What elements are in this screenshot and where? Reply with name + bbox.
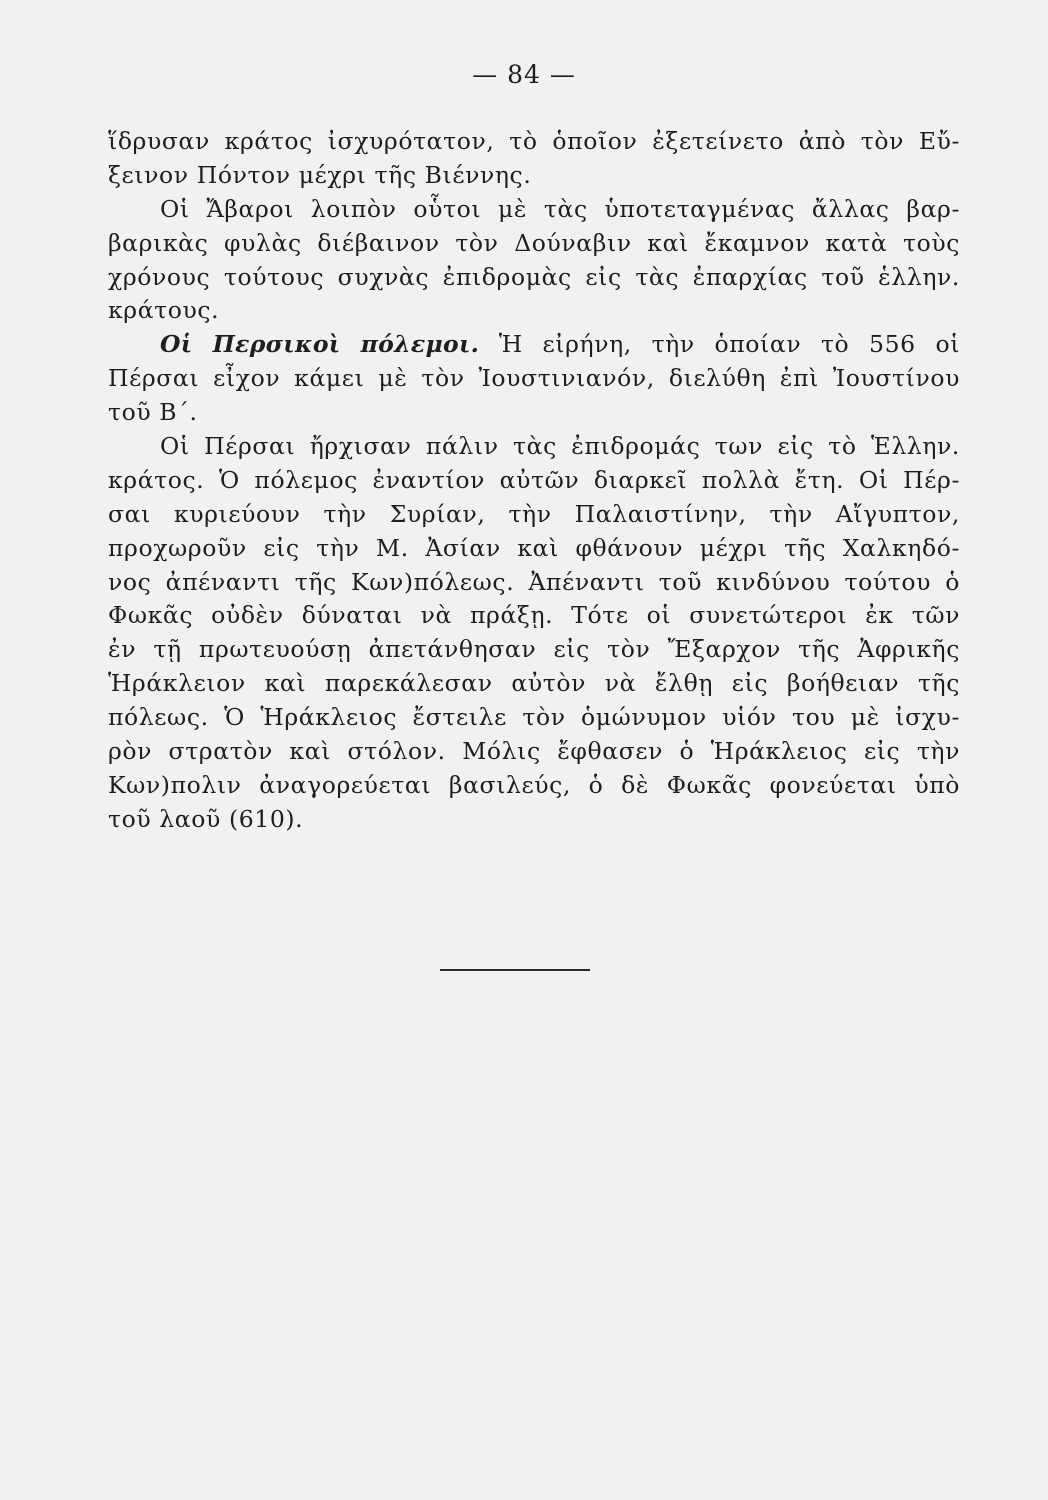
- section-heading: Οἱ Περσικοὶ πόλεμοι.: [160, 330, 480, 359]
- text-line: Οἱ Ἄβαροι λοιπὸν οὗτοι μὲ τὰς ὑποτεταγμένας ἄλλας βαρ-: [160, 194, 960, 223]
- section-heading-rest: Ἡ εἰρήνη, τὴν ὁποίαν τὸ 556 οἱ: [479, 330, 960, 359]
- text-line: Κων)πολιν ἀναγορεύεται βασιλεύς, ὁ δὲ Φωκᾶς φονεύεται ὑπὸ: [108, 770, 960, 799]
- text-line: προχωροῦν εἰς τὴν Μ. Ἀσίαν καὶ φθάνουν μέχρι τῆς Χαλκηδό-: [108, 533, 960, 562]
- text-line: κράτος. Ὁ πόλεμος ἐναντίον αὐτῶν διαρκεῖ πολλὰ ἔτη. Οἱ Πέρ-: [108, 465, 960, 494]
- text-line: χρόνους τούτους συχνὰς ἐπιδρομὰς εἰς τὰς ἐπαρχίας τοῦ ἑλλην.: [108, 262, 960, 291]
- end-rule-divider: [440, 969, 590, 971]
- text-line: ἵδρυσαν κράτος ἰσχυρότατον, τὸ ὁποῖον ἐξετείνετο ἀπὸ τὸν Εὔ-: [108, 127, 960, 155]
- text-line: Οἱ Πέρσαι ἤρχισαν πάλιν τὰς ἐπιδρομάς των εἰς τὸ Ἑλλην.: [160, 432, 960, 461]
- page-number: — 84 —: [472, 60, 576, 89]
- text-line: Ἡράκλειον καὶ παρεκάλεσαν αὐτὸν νὰ ἔλθῃ εἰς βοήθειαν τῆς: [108, 669, 960, 698]
- text-line: ἐν τῇ πρωτευούσῃ ἀπετάνθησαν εἰς τὸν Ἔξαρχον τῆς Ἀφρικῆς: [108, 635, 960, 664]
- text-line: ρὸν στρατὸν καὶ στόλον. Μόλις ἔφθασεν ὁ Ἡράκλειος εἰς τὴν: [108, 737, 960, 766]
- text-line: πόλεως. Ὁ Ἡράκλειος ἔστειλε τὸν ὁμώνυμον υἱόν του μὲ ἰσχυ-: [108, 703, 960, 732]
- text-line: νος ἀπέναντι τῆς Κων)πόλεως. Ἀπέναντι τοῦ κινδύνου τούτου ὁ: [108, 567, 960, 596]
- text-line: σαι κυριεύουν τὴν Συρίαν, τὴν Παλαιστίνην, τὴν Αἴγυπτον,: [108, 499, 960, 528]
- text-line: τοῦ λαοῦ (610).: [108, 804, 304, 833]
- text-line: τοῦ Β΄.: [108, 398, 198, 427]
- text-line: Φωκᾶς οὐδὲν δύναται νὰ πράξῃ. Τότε οἱ συνετώτεροι ἐκ τῶν: [108, 601, 960, 630]
- text-line: Πέρσαι εἶχον κάμει μὲ τὸν Ἰουστινιανόν, διελύθη ἐπὶ Ἰουστίνου: [108, 364, 960, 393]
- text-line: ξεινον Πόντον μέχρι τῆς Βιέννης.: [108, 160, 532, 189]
- text-line: κράτους.: [108, 296, 220, 325]
- body-text: [108, 125, 960, 837]
- text-line: βαρικὰς φυλὰς διέβαινον τὸν Δούναβιν καὶ ἔκαμνον κατὰ τοὺς: [108, 228, 960, 257]
- section-heading-line: [108, 328, 960, 362]
